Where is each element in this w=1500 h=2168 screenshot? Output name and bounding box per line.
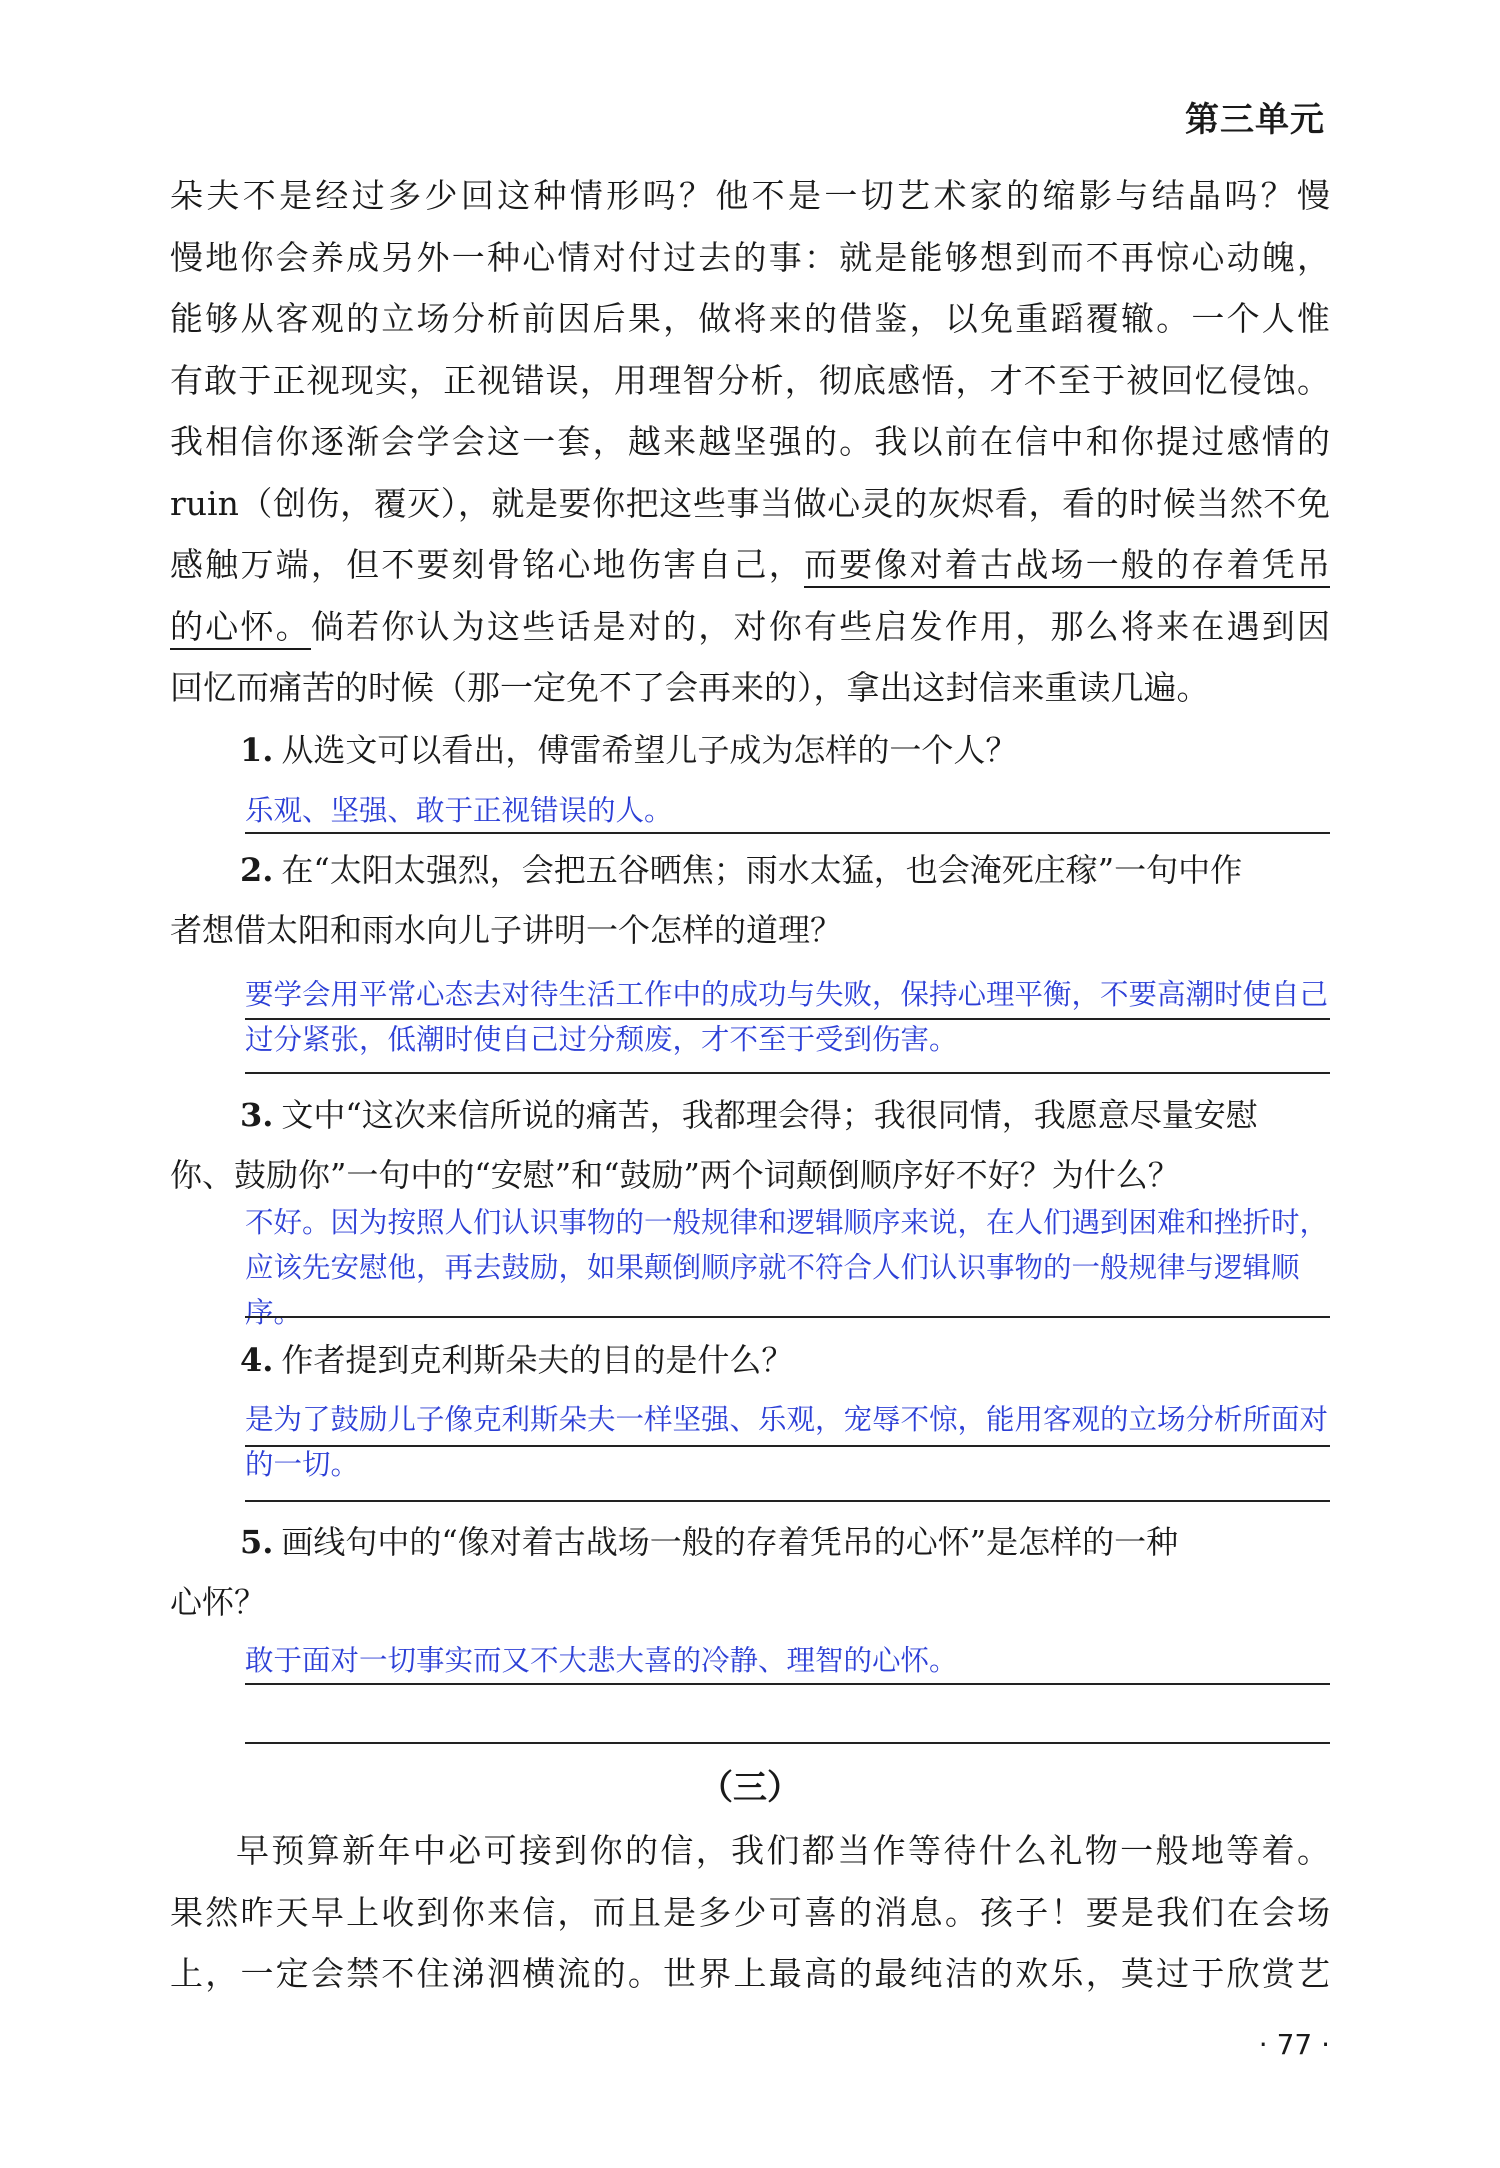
question-text: 画线句中的“像对着古战场一般的存着凭吊的心怀”是怎样的一种 — [281, 1523, 1179, 1561]
passage-line: 朵夫不是经过多少回这种情形吗？他不是一切艺术家的缩影与结晶吗？慢 — [170, 176, 1330, 215]
passage-line: 慢地你会养成另外一种心情对付过去的事：就是能够想到而不再惊心动魄， — [170, 237, 1330, 277]
passage-line: 能够从客观的立场分析前因后果，做将来的借鉴，以免重蹈覆辙。一个人惟 — [170, 299, 1330, 338]
passage-line: 早预算新年中必可接到你的信，我们都当作等待什么礼物一般地等着。 — [236, 1831, 1330, 1870]
question-5 — [170, 1512, 1330, 1632]
answer-line — [245, 1445, 1330, 1447]
question-4 — [170, 1330, 1330, 1390]
answer-line — [245, 1742, 1330, 1744]
passage-text: 感触万端，但不要刻骨铭心地伤害自己， — [170, 545, 804, 584]
question-number: 1. — [240, 731, 274, 769]
passage-line: 我相信你逐渐会学会这一套，越来越坚强的。我以前在信中和你提过感情的 — [170, 422, 1330, 461]
passage-section-three — [170, 1820, 1330, 2005]
underlined-sentence-end: 的心怀。 — [170, 607, 311, 650]
passage-line — [170, 534, 1330, 596]
answer-line — [245, 1316, 1330, 1318]
unit-header: 第三单元 — [1185, 100, 1325, 140]
question-number: 4. — [240, 1341, 274, 1379]
answer-4: 是为了鼓励儿子像克利斯朵夫一样坚强、乐观，宠辱不惊，能用客观的立场分析所面对的一切。 — [245, 1403, 1329, 1481]
answer-3: 不好。因为按照人们认识事物的一般规律和逻辑顺序来说，在人们遇到困难和挫折时，应该先安慰他，再去鼓励，如果颠倒顺序就不符合人们认识事物的一般规律与逻辑顺序。 — [245, 1206, 1329, 1329]
question-text: 文中“这次来信所说的痛苦，我都理会得；我很同情，我愿意尽量安慰 — [281, 1096, 1258, 1134]
question-text: 在“太阳太强烈，会把五谷晒焦；雨水太猛，也会淹死庄稼”一句中作 — [281, 851, 1243, 889]
question-number: 5. — [240, 1523, 274, 1561]
passage-line: 回忆而痛苦的时候（那一定免不了会再来的），拿出这封信来重读几遍。 — [170, 668, 1210, 707]
question-number: 2. — [240, 851, 274, 889]
passage-line: 有敢于正视现实，正视错误，用理智分析，彻底感悟，才不至于被回忆侵蚀。 — [170, 360, 1330, 400]
question-1 — [170, 720, 1330, 780]
question-3 — [170, 1085, 1330, 1205]
answer-line — [245, 1072, 1330, 1074]
underlined-sentence: 而要像对着古战场一般的存着凭吊 — [804, 545, 1330, 588]
page-number: · 77 · — [1258, 2028, 1330, 2061]
question-text: 者想借太阳和雨水向儿子讲明一个怎样的道理？ — [170, 911, 843, 949]
passage-text: 倘若你认为这些话是对的，对你有些启发作用，那么将来在遇到因 — [310, 606, 1330, 646]
answer-line — [245, 1018, 1330, 1020]
answer-line — [245, 1500, 1330, 1502]
passage-line: 上，一定会禁不住涕泗横流的。世界上最高的最纯洁的欢乐，莫过于欣赏艺 — [170, 1954, 1330, 1993]
question-2 — [170, 840, 1330, 960]
section-title: （三） — [699, 1768, 801, 1808]
question-text: 从选文可以看出，傅雷希望儿子成为怎样的一个人？ — [281, 731, 1018, 769]
answer-5: 敢于面对一切事实而又不大悲大喜的冷静、理智的心怀。 — [245, 1644, 958, 1677]
answer-2: 要学会用平常心态去对待生活工作中的成功与失败，保持心理平衡，不要高潮时使自己过分紧张，低潮时使自己过分颓废，才不至于受到伤害。 — [245, 978, 1329, 1056]
answer-1: 乐观、坚强、敢于正视错误的人。 — [245, 794, 673, 827]
answer-line — [245, 1683, 1330, 1685]
passage-top — [170, 165, 1330, 719]
question-text: 心怀？ — [170, 1583, 267, 1621]
answer-line — [245, 832, 1330, 834]
passage-line — [170, 596, 1330, 658]
question-text: 你、鼓励你”一句中的“安慰”和“鼓励”两个词颠倒顺序好不好？为什么？ — [170, 1156, 1180, 1194]
passage-line: ruin（创伤，覆灭），就是要你把这些事当做心灵的灰烬看，看的时候当然不免 — [170, 483, 1330, 523]
question-text: 作者提到克利斯朵夫的目的是什么？ — [281, 1341, 794, 1379]
question-number: 3. — [240, 1096, 274, 1134]
passage-line: 果然昨天早上收到你来信，而且是多少可喜的消息。孩子！要是我们在会场 — [170, 1892, 1330, 1932]
